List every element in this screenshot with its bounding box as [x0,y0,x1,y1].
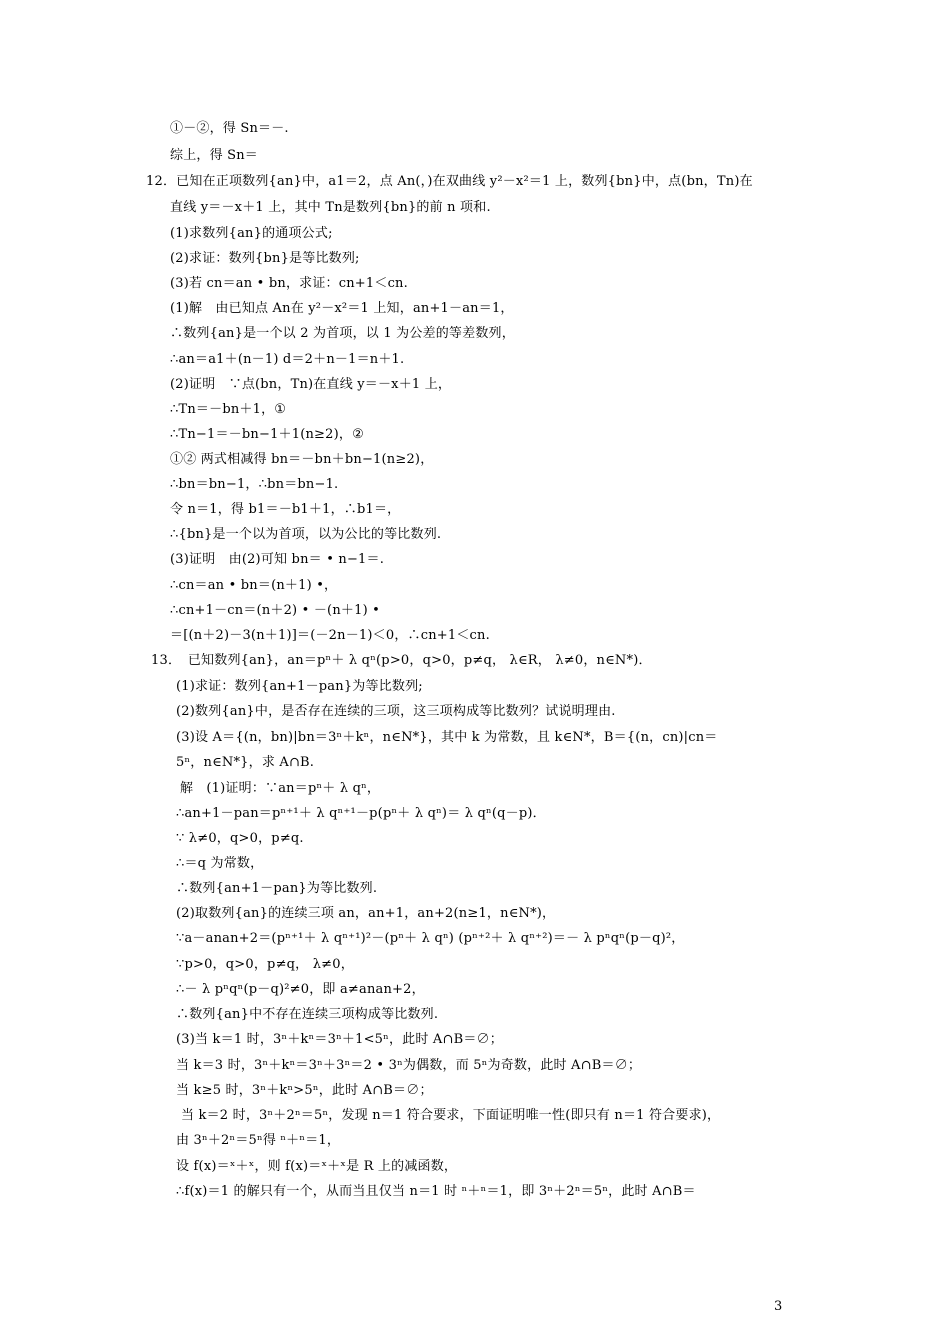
text-line: 5ⁿ，n∈N*}，求 A∩B. [176,755,315,770]
text-line: 设 f(x)＝ˣ＋ˣ，则 f(x)＝ˣ＋ˣ是 R 上的减函数， [176,1159,458,1174]
text-line: ∵p>0，q>0，p≠q， λ≠0， [176,957,354,972]
text-line: (1)解 由已知点 An在 y²－x²＝1 上知，an+1－an＝1， [170,301,514,316]
text-line: 令 n＝1，得 b1＝－b1＋1，∴b1＝， [170,502,401,517]
problem-12-line: 12．已知在正项数列{an}中，a1＝2，点 An(，)在双曲线 y²－x²＝1 上，数列{bn}中，点(bn，Tn)在 [146,174,753,189]
text-line: 当 k＝3 时，3ⁿ＋kⁿ＝3ⁿ＋3ⁿ＝2 • 3ⁿ为偶数，而 5ⁿ为奇数，此时 A∩B＝∅； [176,1058,642,1073]
text-line: (3)当 k＝1 时，3ⁿ＋kⁿ＝3ⁿ＋1<5ⁿ，此时 A∩B＝∅； [176,1032,503,1047]
text-line: ∴{bn}是一个以为首项，以为公比的等比数列. [170,527,442,542]
text-line: 当 k≥5 时，3ⁿ＋kⁿ>5ⁿ，此时 A∩B＝∅； [176,1083,433,1098]
text-line: ∴an+1－pan＝pⁿ⁺¹＋ λ qⁿ⁺¹－p(pⁿ＋ λ qⁿ)＝ λ qⁿ(q－p)． [176,806,546,821]
text-line: 解 (1)证明：∵an＝pⁿ＋ λ qⁿ， [180,781,381,796]
page-number: 3 [774,1299,783,1314]
text-line: ∴－ λ pⁿqⁿ(p－q)²≠0，即 a≠anan+2， [176,982,425,997]
text-line: ∴数列{an+1－pan}为等比数列. [176,881,378,896]
text-line: ∴数列{an}是一个以 2 为首项，以 1 为公差的等差数列， [170,326,515,341]
text-line: ∴数列{an}中不存在连续三项构成等比数列. [176,1007,439,1022]
text-line: ∴cn+1－cn＝(n＋2) • －(n＋1) • [170,603,381,618]
text-line: 直线 y＝－x＋1 上，其中 Tn是数列{bn}的前 n 项和. [170,200,491,215]
text-line: (3)若 cn＝an • bn，求证：cn+1＜cn. [170,276,408,291]
text-line: ∴＝q 为常数， [176,856,264,871]
text-line: ①② 两式相减得 bn＝－bn＋bn−1(n≥2)， [170,452,434,467]
text-line: 综上，得 Sn＝ [170,148,259,163]
text-line: ∴bn＝bn−1，∴bn＝bn−1. [170,477,339,492]
text-line: ∴Tn＝－bn＋1，① [170,402,287,417]
text-line: ①－②，得 Sn＝－. [170,121,289,136]
text-line: 当 k＝2 时，3ⁿ＋2ⁿ＝5ⁿ，发现 n＝1 符合要求，下面证明唯一性(即只有 n＝1 符合要求)， [181,1108,721,1123]
text-line: (1)求数列{an}的通项公式; [170,226,333,241]
text-line: ∵a－anan+2＝(pⁿ⁺¹＋ λ qⁿ⁺¹)²－(pⁿ＋ λ qⁿ) (pⁿ⁺²＋ λ qⁿ⁺²)＝－ λ pⁿqⁿ(p－q)²， [176,931,685,946]
text-line: ＝[(n＋2)－3(n＋1)]＝(－2n－1)＜0，∴cn+1＜cn. [170,628,490,643]
text-line: ∴cn＝an • bn＝(n＋1) •， [170,578,338,593]
text-line: (3)证明 由(2)可知 bn＝ • n−1＝. [170,552,385,567]
text-line: (3)设 A＝{(n，bn)|bn＝3ⁿ＋kⁿ，n∈N*}，其中 k 为常数，且 k∈N*，B＝{(n，cn)|cn＝ [176,730,718,745]
text-line: (2)取数列{an}的连续三项 an，an+1，an+2(n≥1，n∈N*)， [176,906,556,921]
text-line: ∴f(x)＝1 的解只有一个，从而当且仅当 n＝1 时 ⁿ＋ⁿ＝1，即 3ⁿ＋2ⁿ＝5ⁿ，此时 A∩B＝ [176,1184,696,1199]
text-line: (2)数列{an}中，是否存在连续的三项，这三项构成等比数列？试说明理由. [176,704,616,719]
text-line: ∴Tn−1＝－bn−1＋1(n≥2)，② [170,427,364,442]
text-line: ∵ λ≠0，q>0，p≠q. [176,831,304,846]
text-line: 由 3ⁿ＋2ⁿ＝5ⁿ得 ⁿ＋ⁿ＝1， [176,1133,341,1148]
text-line: (1)求证：数列{an+1－pan}为等比数列; [176,679,423,694]
text-line: (2)求证：数列{bn}是等比数列; [170,251,360,266]
problem-13-line: 13． 已知数列{an}，an＝pⁿ＋ λ qⁿ(p>0，q>0，p≠q， λ∈R， λ≠0，n∈N*)． [151,653,652,668]
text-line: ∴an＝a1＋(n－1) d＝2＋n－1＝n＋1. [170,352,405,367]
text-line: (2)证明 ∵点(bn，Tn)在直线 y＝－x＋1 上， [170,377,452,392]
